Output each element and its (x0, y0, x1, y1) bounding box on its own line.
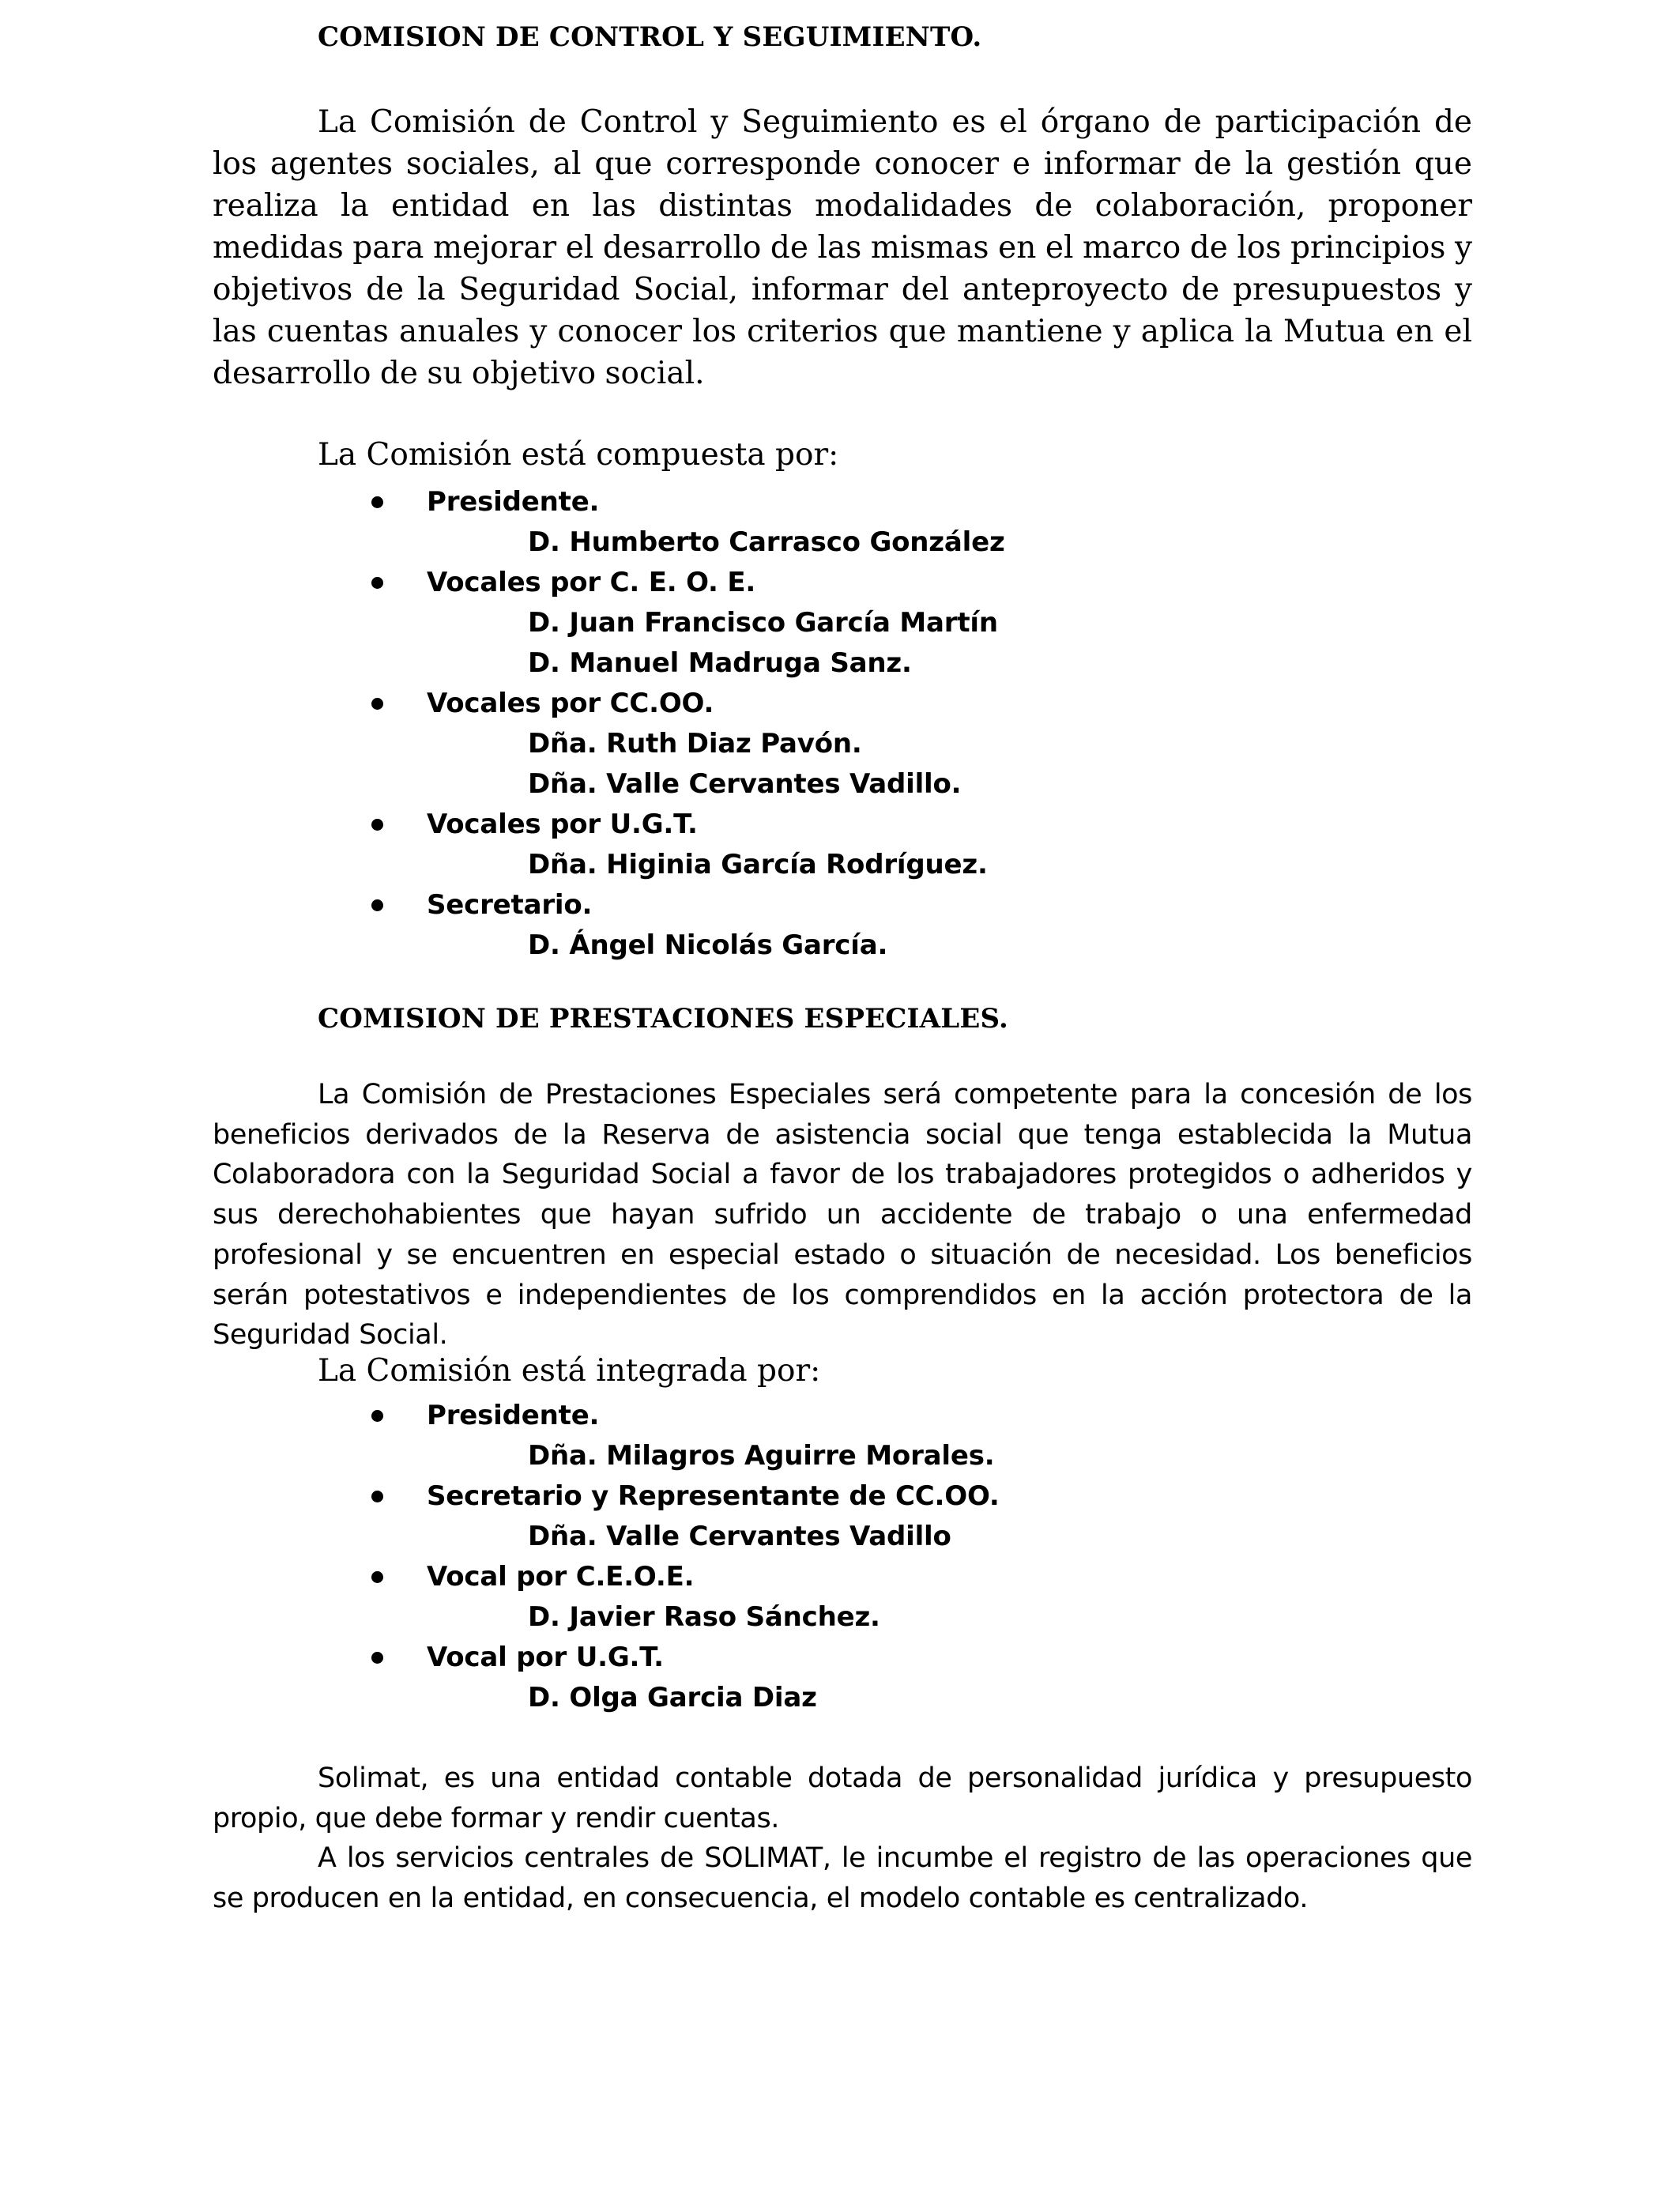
role-title: Vocales por CC.OO. (427, 688, 714, 719)
role-item (371, 482, 1005, 522)
bullet-icon (371, 1571, 383, 1583)
role-item (371, 1638, 1000, 1678)
role-title: Vocal por C.E.O.E. (427, 1561, 695, 1593)
role-title: Presidente. (427, 486, 600, 518)
member-name: Dña. Milagros Aguirre Morales. (528, 1440, 995, 1472)
role-item (371, 1557, 1000, 1597)
role-item (371, 1396, 1000, 1436)
role-item (371, 805, 1005, 845)
member-name: D. Juan Francisco García Martín (528, 607, 998, 639)
role-title: Presidente. (427, 1400, 600, 1431)
bullet-icon (371, 496, 383, 508)
bullet-icon (371, 698, 383, 710)
integration-intro: La Comisión está integrada por: (318, 1353, 821, 1389)
bullet-icon (371, 1410, 383, 1422)
member-name: Dña. Valle Cervantes Vadillo. (528, 768, 962, 800)
member-name: Dña. Ruth Diaz Pavón. (528, 728, 862, 760)
role-title: Vocales por C. E. O. E. (427, 567, 756, 598)
bullet-icon (371, 1491, 383, 1502)
role-item (371, 684, 1005, 724)
paragraph-solimat-entity: Solimat, es una entidad contable dotada de personalidad jurídica y presupuesto propio, que debe formar y rendir cuentas. (213, 1762, 1472, 1834)
bullet-icon (371, 577, 383, 589)
member-name: D. Javier Raso Sánchez. (528, 1601, 880, 1633)
bullet-icon (371, 1652, 383, 1664)
role-item (371, 885, 1005, 925)
bullet-icon (371, 819, 383, 831)
bullet-icon (371, 899, 383, 911)
member-name: D. Ángel Nicolás García. (528, 929, 888, 961)
member-name: D. Humberto Carrasco González (528, 526, 1005, 558)
role-item (371, 563, 1005, 603)
role-item (371, 1476, 1000, 1517)
prestaciones-members-list (371, 1396, 1000, 1718)
role-title: Secretario y Representante de CC.OO. (427, 1480, 1000, 1512)
composition-intro: La Comisión está compuesta por: (318, 437, 839, 473)
role-title: Vocal por U.G.T. (427, 1642, 664, 1673)
role-title: Vocales por U.G.T. (427, 809, 698, 840)
paragraph-solimat-accounting: A los servicios centrales de SOLIMAT, le incumbe el registro de las operaciones que se producen en la entidad, en consecuencia, el modelo contable es centralizado. (213, 1842, 1472, 1914)
section-heading-control: COMISION DE CONTROL Y SEGUIMIENTO. (318, 21, 982, 53)
member-name: D. Manuel Madruga Sanz. (528, 647, 912, 679)
member-name: Dña. Higinia García Rodríguez. (528, 849, 988, 880)
section-heading-prestaciones: COMISION DE PRESTACIONES ESPECIALES. (318, 1003, 1009, 1035)
member-name: D. Olga Garcia Diaz (528, 1682, 817, 1713)
member-name: Dña. Valle Cervantes Vadillo (528, 1521, 951, 1552)
paragraph-prestaciones-description: La Comisión de Prestaciones Especiales será competente para la concesión de los beneficios derivados de la Reserva de asistencia social que tenga establecida la Mutua Colaboradora con la Seguridad Social a favor de los trabajadores protegidos o adheridos y sus derechohabientes que hayan sufrido un accidente de trabajo o una enfermedad profesional y se encuentren en especial estado o situación de necesidad. Los beneficios serán potestativos e independientes de los comprendidos en la acción protectora de la Seguridad Social. (213, 1079, 1472, 1351)
committee-members-list (371, 482, 1005, 966)
paragraph-control-description: La Comisión de Control y Seguimiento es el órgano de participación de los agentes sociales, al que corresponde conocer e informar de la gestión que realiza la entidad en las distintas modalidades de colaboración, proponer medidas para mejorar el desarrollo de las mismas en el marco de los principios y objetivos de la Seguridad Social, informar del anteproyecto de presupuestos y las cuentas anuales y conocer los criterios que mantiene y aplica la Mutua en el desarrollo de su objetivo social. (213, 104, 1472, 391)
role-title: Secretario. (427, 889, 593, 921)
